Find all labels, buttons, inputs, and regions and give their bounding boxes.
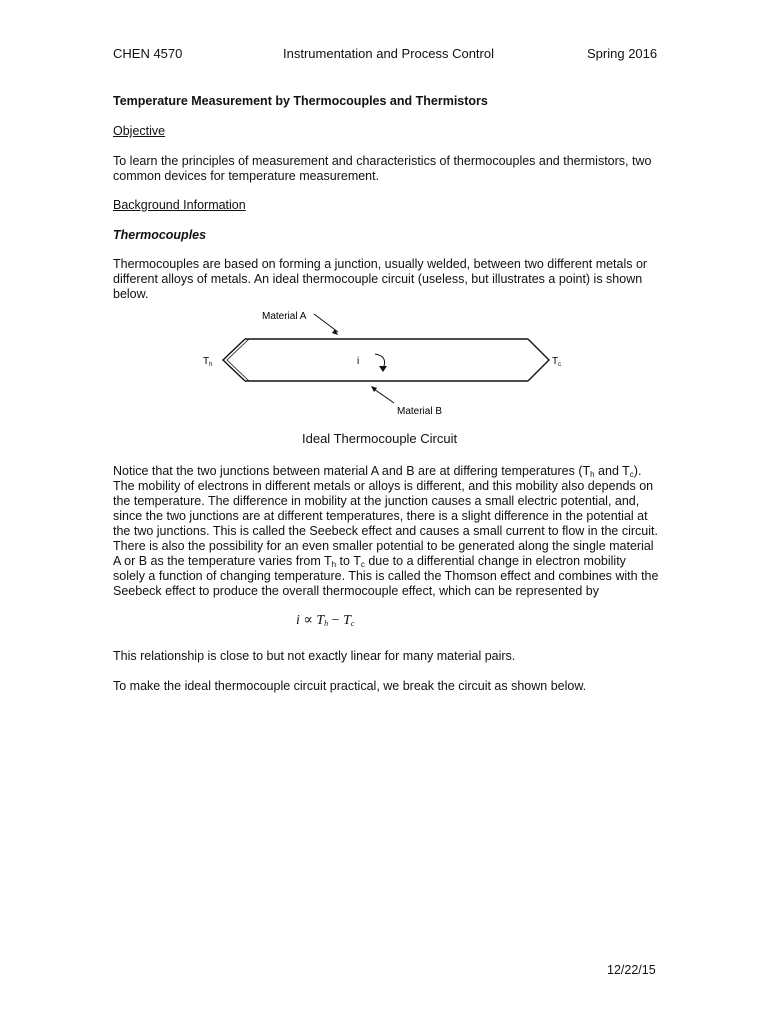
current-label: i [357,356,360,367]
hot-junction [223,339,245,381]
thermocouples-subheading: Thermocouples [113,228,207,242]
explanation-paragraph: Notice that the two junctions between material A and B are at differing temperatures ($T_h$ and $T_c$). The mobility of electrons in different metals or alloys is different, and this mobility also depends on the temperature. The difference in mobility at the junction causes a small electric potential, and, since the two junctions are at different temperatures, there is a slight difference in the potential at the two junctions. This is called the Seebeck effect and causes a small current to flow in the circuit. There is also the possibility for an even smaller potential to be generated along the single material A or B as the temperature varies from $T_h$ to $T_c$ due to a differential change in electron mobility solely a function of changing temperature. This is called the Thomson effect and combines with the Seebeck effect to produce the overall thermocouple effect, which can be represented by [113,464,659,598]
background-heading: Background Information [113,198,246,212]
header-term: Spring 2016 [587,46,658,61]
material-a-arrowhead [332,329,338,335]
material-b-label: Material B [397,406,443,417]
thermocouple-circuit-diagram [190,300,590,425]
footer-date: 12/22/15 [607,963,656,977]
header-course: CHEN 4570 [113,46,183,61]
material-a-arrow [314,314,338,332]
material-b-arrow [374,389,394,403]
proportionality-formula: $i \propto T_h - T_c$ [296,613,355,628]
practical-text: To make the ideal thermocouple circuit practical, we break the circuit as shown below. [113,679,587,693]
background-intro: Thermocouples are based on forming a junction, usually welded, between two different metals or different alloys of metals. An ideal thermocouple circuit (useless, but illustrates a point) is shown below. [113,257,648,301]
header-title: Instrumentation and Process Control [283,46,494,61]
objective-heading: Objective [113,124,166,138]
material-a-label: Material A [262,311,307,322]
objective-text: To learn the principles of measurement and characteristics of thermocouples and thermistors, two common devices for temperature measurement. [113,154,652,183]
current-arrow [375,354,385,366]
figure-caption: Ideal Thermocouple Circuit [302,431,458,446]
th-label: $T_h$ [203,356,213,368]
material-b-arrowhead [371,386,377,392]
document-title: Temperature Measurement by Thermocouples and Thermistors [113,94,488,108]
cold-junction [528,339,549,381]
current-arrowhead [379,366,387,372]
relationship-text: This relationship is close to but not exactly linear for many material pairs. [113,649,516,663]
tc-label: $T_c$ [552,356,562,368]
